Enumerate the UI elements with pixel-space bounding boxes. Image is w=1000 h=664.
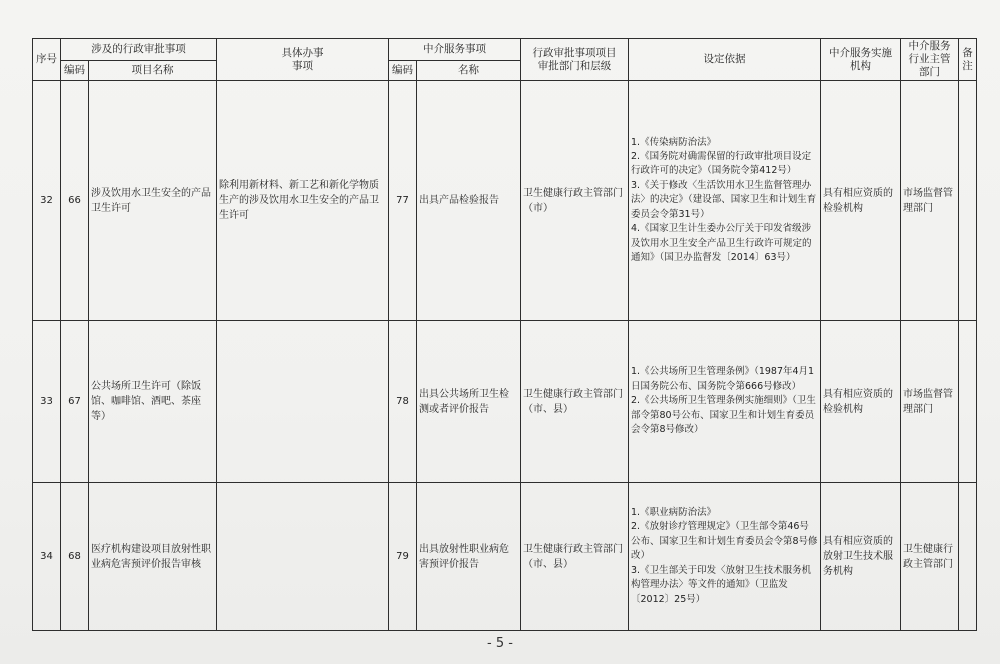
row-dept-level: 卫生健康行政主管部门（市、县） (521, 483, 629, 631)
row-industry-dept: 市场监督管理部门 (901, 81, 959, 321)
table-row (33, 321, 977, 483)
table-row (33, 483, 977, 631)
header-agency: 中介服务实施 机构 (821, 39, 901, 81)
header-service-code: 编码 (389, 61, 417, 81)
page-number: - 5 - (487, 636, 513, 651)
row-basis (629, 81, 821, 321)
header-seq: 序号 (33, 39, 61, 81)
header-approval-name: 项目名称 (89, 61, 217, 81)
basis-line: 4.《国家卫生计生委办公厅关于印发省级涉及饮用水卫生安全产品卫生行政许可规定的通知》（国卫办监督发〔2014〕63号） (631, 223, 812, 263)
basis-line: 2.《放射诊疗管理规定》（卫生部令第46号公布、国家卫生和计划生育委员会令第8号修改） (631, 521, 818, 562)
header-approval-code: 编码 (61, 61, 89, 81)
row-basis (629, 321, 821, 483)
row-approval-name: 公共场所卫生许可（除饭馆、咖啡馆、酒吧、茶座等） (89, 321, 217, 483)
basis-line: 2.《国务院对确需保留的行政审批项目设定行政许可的决定》（国务院令第412号） (631, 151, 812, 177)
row-industry-dept: 市场监督管理部门 (901, 321, 959, 483)
header-service-name: 名称 (417, 61, 521, 81)
row-approval-name: 涉及饮用水卫生安全的产品卫生许可 (89, 81, 217, 321)
row-remark (959, 81, 977, 321)
row-service-code: 78 (389, 321, 417, 483)
row-agency: 具有相应资质的放射卫生技术服务机构 (821, 483, 901, 631)
basis-line: 3.《卫生部关于印发〈放射卫生技术服务机构管理办法〉等文件的通知》（卫监发〔2012〕25号） (631, 564, 812, 605)
basis-line: 2.《公共场所卫生管理条例实施细则》（卫生部令第80号公布、国家卫生和计划生育委员会令第8号修改） (631, 395, 816, 436)
row-dept-level: 卫生健康行政主管部门（市、县） (521, 321, 629, 483)
row-service-code: 77 (389, 81, 417, 321)
row-specific-item: 除利用新材料、新工艺和新化学物质生产的涉及饮用水卫生安全的产品卫生许可 (217, 81, 389, 321)
header-service-group: 中介服务事项 (389, 39, 521, 61)
header-remark: 备 注 (959, 39, 977, 81)
row-approval-code: 67 (61, 321, 89, 483)
table-row (33, 81, 977, 321)
row-service-name: 出具公共场所卫生检测或者评价报告 (417, 321, 521, 483)
header-basis: 设定依据 (629, 39, 821, 81)
row-service-name: 出具产品检验报告 (417, 81, 521, 321)
row-basis (629, 483, 821, 631)
row-seq: 32 (33, 81, 61, 321)
basis-line: 1.《传染病防治法》 (631, 136, 717, 148)
basis-line: 3.《关于修改〈生活饮用水卫生监督管理办法〉的决定》（建设部、国家卫生和计划生育委员会令第31号） (631, 179, 817, 220)
row-industry-dept: 卫生健康行政主管部门 (901, 483, 959, 631)
service-items-table (32, 38, 977, 631)
header-dept-level: 行政审批事项项目 审批部门和层级 (521, 39, 629, 81)
header-approval-group: 涉及的行政审批事项 (61, 39, 217, 61)
row-remark (959, 483, 977, 631)
basis-line: 1.《职业病防治法》 (631, 507, 717, 519)
row-service-name: 出具放射性职业病危害预评价报告 (417, 483, 521, 631)
row-agency: 具有相应资质的检验机构 (821, 81, 901, 321)
header-industry-dept: 中介服务 行业主管 部门 (901, 39, 959, 81)
row-dept-level: 卫生健康行政主管部门（市） (521, 81, 629, 321)
row-approval-code: 68 (61, 483, 89, 631)
row-remark (959, 321, 977, 483)
row-seq: 34 (33, 483, 61, 631)
row-specific-item (217, 483, 389, 631)
basis-line: 1.《公共场所卫生管理条例》（1987年4月1日国务院公布、国务院令第666号修改） (631, 366, 815, 392)
header-specific-item: 具体办事 事项 (217, 39, 389, 81)
row-specific-item (217, 321, 389, 483)
row-seq: 33 (33, 321, 61, 483)
row-approval-name: 医疗机构建设项目放射性职业病危害预评价报告审核 (89, 483, 217, 631)
row-agency: 具有相应资质的检验机构 (821, 321, 901, 483)
row-service-code: 79 (389, 483, 417, 631)
row-approval-code: 66 (61, 81, 89, 321)
